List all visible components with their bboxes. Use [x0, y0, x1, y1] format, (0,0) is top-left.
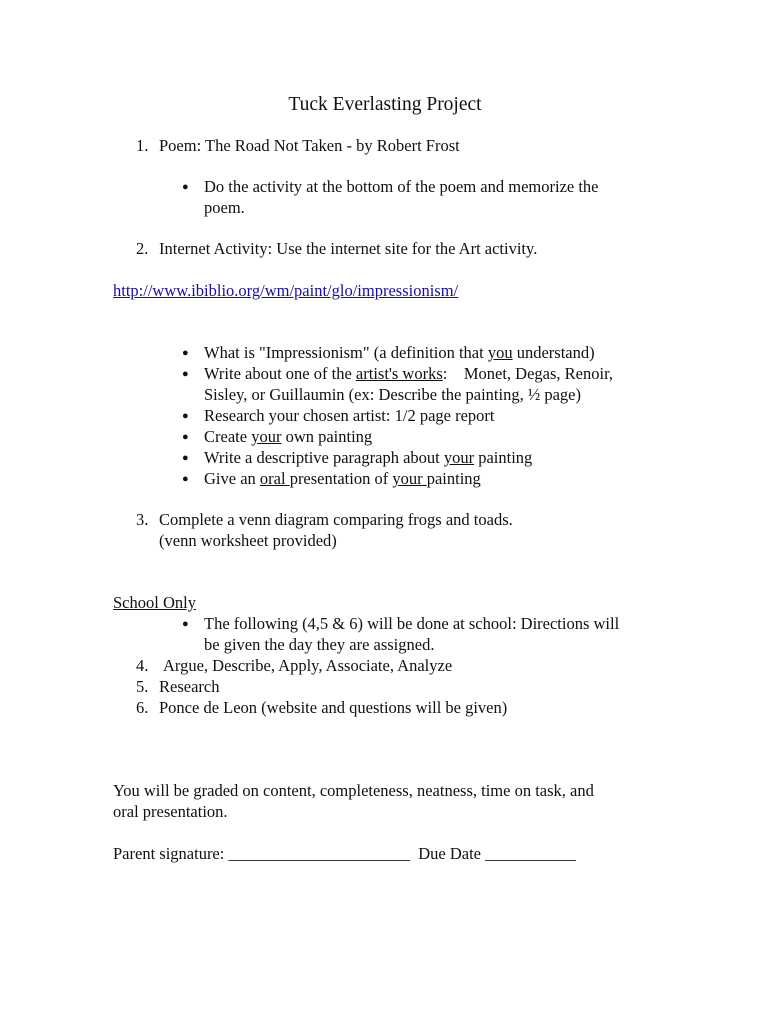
- item-6-text: Ponce de Leon (website and questions will be given): [159, 698, 508, 717]
- bullet-icon: ●: [182, 618, 189, 630]
- art-bullet-3: Research your chosen artist: 1/2 page report: [204, 406, 495, 425]
- item-1-bullet-line-2: poem.: [204, 198, 245, 217]
- grading-line-1: You will be graded on content, completeness, neatness, time on task, and: [113, 781, 594, 800]
- bullet-icon: ●: [182, 473, 189, 485]
- art-bullet-1: What is "Impressionism" (a definition that you understand): [204, 343, 595, 362]
- bullet-icon: ●: [182, 181, 189, 193]
- item-3-number: 3.: [136, 510, 149, 529]
- item-6-number: 6.: [136, 698, 149, 717]
- art-bullet-4: Create your own painting: [204, 427, 373, 446]
- item-5-number: 5.: [136, 677, 149, 696]
- item-5-text: Research: [159, 677, 220, 696]
- item-4-text: Argue, Describe, Apply, Associate, Analyze: [163, 656, 453, 675]
- page-title: Tuck Everlasting Project: [288, 94, 482, 115]
- item-4-number: 4.: [136, 656, 149, 675]
- bullet-icon: ●: [182, 431, 189, 443]
- item-3-line-1: Complete a venn diagram comparing frogs and toads.: [159, 510, 513, 529]
- bullet-icon: ●: [182, 368, 189, 380]
- item-2-number: 2.: [136, 239, 149, 258]
- school-only-bullet-line-2: be given the day they are assigned.: [204, 635, 435, 654]
- item-1-number: 1.: [136, 136, 149, 155]
- bullet-icon: ●: [182, 410, 189, 422]
- bullet-icon: ●: [182, 452, 189, 464]
- item-2-text: Internet Activity: Use the internet site for the Art activity.: [159, 239, 538, 258]
- art-bullet-2: Write about one of the artist's works: Monet, Degas, Renoir,: [204, 364, 614, 383]
- signature-line: Parent signature: ______________________ Due Date ___________: [113, 844, 576, 863]
- item-1-text: Poem: The Road Not Taken - by Robert Frost: [159, 136, 460, 155]
- item-3-line-2: (venn worksheet provided): [159, 531, 337, 550]
- impressionism-link[interactable]: http://www.ibiblio.org/wm/paint/glo/impressionism/: [113, 281, 459, 300]
- school-only-heading: School Only: [113, 593, 196, 612]
- grading-line-2: oral presentation.: [113, 802, 228, 821]
- art-bullet-5: Write a descriptive paragraph about your painting: [204, 448, 533, 467]
- art-bullet-6: Give an oral presentation of your painting: [204, 469, 481, 488]
- bullet-icon: ●: [182, 347, 189, 359]
- art-bullet-2-line-2: Sisley, or Guillaumin (ex: Describe the painting, ½ page): [204, 385, 581, 404]
- school-only-bullet-line-1: The following (4,5 & 6) will be done at school: Directions will: [204, 614, 620, 633]
- item-1-bullet-line-1: Do the activity at the bottom of the poem and memorize the: [204, 177, 599, 196]
